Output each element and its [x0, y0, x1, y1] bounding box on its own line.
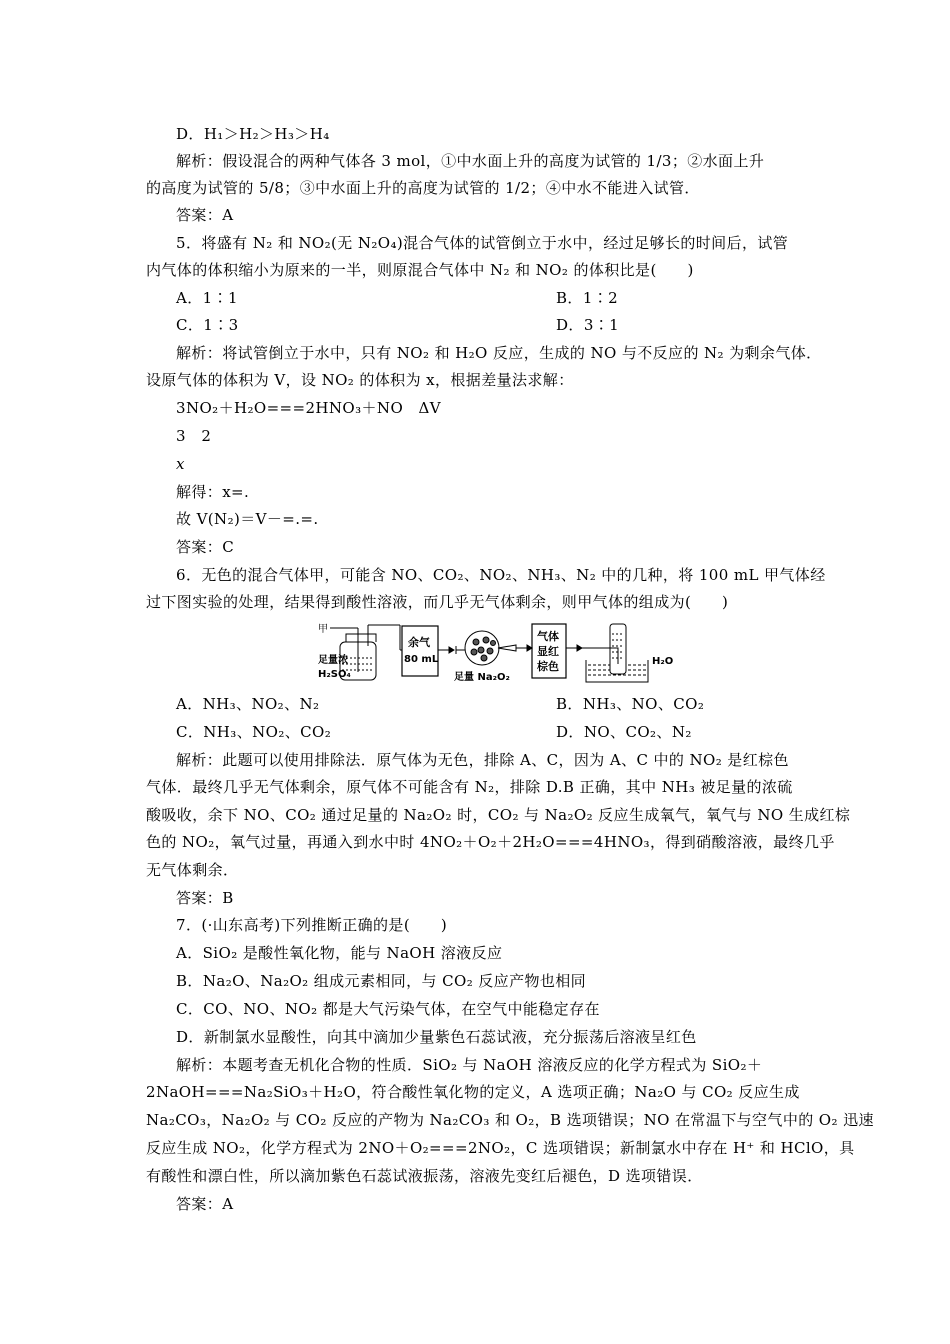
q4-option-d: D．H₁＞H₂＞H₃＞H₄ — [176, 125, 330, 143]
diagram-label-residual-1: 余气 — [408, 636, 430, 649]
q7-option-a: A．SiO₂ 是酸性氧化物，能与 NaOH 溶液反应 — [176, 944, 503, 962]
q5-result: 故 V(N₂)＝V－=.=. — [176, 510, 319, 528]
q7-analysis-line-1: 解析：本题考查无机化合物的性质．SiO₂ 与 NaOH 溶液反应的化学方程式为 SiO₂＋ — [176, 1056, 763, 1074]
diagram-label-na2o2: 足量 Na₂O₂ — [454, 672, 510, 683]
q7-analysis-line-3: Na₂CO₃，Na₂O₂ 与 CO₂ 反应的产物为 Na₂CO₃ 和 O₂，B 选项错误；NO 在常温下与空气中的 O₂ 迅速 — [146, 1111, 874, 1129]
arrow-4 — [566, 645, 582, 651]
q5-analysis-line-2: 设原气体的体积为 V，设 NO₂ 的体积为 x，根据差量法求解： — [146, 371, 574, 389]
diagram-label-acid-1: 足量浓 — [318, 655, 348, 666]
q6-stem-line-2: 过下图实验的处理，结果得到酸性溶液，而几乎无气体剩余，则甲气体的组成为( ) — [146, 593, 729, 611]
q6-analysis-line-3: 酸吸收，余下 NO、CO₂ 通过足量的 Na₂O₂ 时，CO₂ 与 Na₂O₂ 反应生成氧气，氧气与 NO 生成红棕 — [146, 806, 851, 824]
q6-analysis-line-1: 解析：此题可以使用排除法．原气体为无色，排除 A、C，因为 A、C 中的 NO₂ 是红棕色 — [176, 751, 789, 769]
q5-equation: 3NO₂＋H₂O===2HNO₃＋NO ΔV — [176, 399, 442, 417]
q6-option-d: D．NO、CO₂、N₂ — [556, 723, 692, 741]
q5-coefficients: 3 2 — [176, 427, 212, 445]
q7-analysis-line-2: 2NaOH===Na₂SiO₃＋H₂O，符合酸性氧化物的定义，A 选项正确；Na₂O 与 CO₂ 反应生成 — [146, 1083, 800, 1101]
q5-stem-line-1: 5．将盛有 N₂ 和 NO₂(无 N₂O₄)混合气体的试管倒立于水中，经过足够长的时间后，试管 — [176, 234, 789, 252]
q5-variable-x: x — [176, 455, 185, 473]
diagram-label-gas-1: 气体 — [537, 630, 559, 643]
na2o2-tube — [456, 631, 532, 665]
q7-analysis-line-4: 反应生成 NO₂，化学方程式为 2NO＋O₂===2NO₂，C 选项错误；新制氯水中存在 H⁺ 和 HClO，具 — [146, 1139, 855, 1157]
q6-options-cd — [176, 722, 692, 742]
q5-option-d: D．3∶1 — [556, 316, 620, 334]
q4-analysis-line-1: 解析：假设混合的两种气体各 3 mol，①中水面上升的高度为试管的 1/3；②水面上升 — [176, 152, 765, 170]
q6-option-a: A．NH₃、NO₂、N₂ — [176, 695, 320, 713]
arrow-2 — [438, 647, 454, 653]
q6-options-ab — [176, 694, 705, 714]
q7-analysis-line-5: 有酸性和漂白性，所以滴加紫色石蕊试液振荡，溶液先变红后褪色，D 选项错误． — [146, 1167, 703, 1185]
q7-stem: 7．(·山东高考)下列推断正确的是( ) — [176, 916, 448, 934]
q6-analysis-line-4: 色的 NO₂，氧气过量，再通入到水中时 4NO₂＋O₂＋2H₂O===4HNO₃，得到硝酸溶液，最终几乎 — [146, 833, 835, 851]
q7-option-b: B．Na₂O、Na₂O₂ 组成元素相同，与 CO₂ 反应产物也相同 — [176, 972, 587, 990]
q6-analysis-line-2: 气体．最终几乎无气体剩余，原气体不可能含有 N₂，排除 D.B 正确，其中 NH₃ 被足量的浓硫 — [146, 778, 793, 796]
diagram-label-water: H₂O — [652, 656, 674, 667]
experiment-diagram — [318, 620, 690, 686]
q6-option-c: C．NH₃、NO₂、CO₂ — [176, 723, 332, 741]
q5-options-ab — [176, 288, 619, 308]
arrow-3 — [527, 645, 532, 651]
q6-stem-line-1: 6．无色的混合气体甲，可能含 NO、CO₂、NO₂、NH₃、N₂ 中的几种，将 100 mL 甲气体经 — [176, 566, 826, 584]
q5-option-c: C．1∶3 — [176, 316, 239, 334]
q7-option-d: D．新制氯水显酸性，向其中滴加少量紫色石蕊试液，充分振荡后溶液呈红色 — [176, 1028, 697, 1046]
q5-options-cd — [176, 315, 620, 335]
q7-option-c: C．CO、NO、NO₂ 都是大气污染气体，在空气中能稳定存在 — [176, 1000, 600, 1018]
q6-answer: 答案：B — [176, 889, 234, 907]
q5-option-b: B．1∶2 — [556, 289, 619, 307]
diagram-label-gas-2: 显红 — [537, 645, 559, 658]
q5-answer: 答案：C — [176, 538, 235, 556]
diagram-label-acid-2: H₂SO₄ — [318, 669, 351, 680]
q4-analysis-line-2: 的高度为试管的 5/8；③中水面上升的高度为试管的 1/2；④中水不能进入试管． — [146, 179, 700, 197]
q6-option-b: B．NH₃、NO、CO₂ — [556, 695, 705, 713]
q5-analysis-line-1: 解析：将试管倒立于水中，只有 NO₂ 和 H₂O 反应，生成的 NO 与不反应的 N₂ 为剩余气体． — [176, 344, 822, 362]
q5-stem-line-2: 内气体的体积缩小为原来的一半，则原混合气体中 N₂ 和 NO₂ 的体积比是( ) — [146, 261, 694, 279]
q5-option-a: A．1∶1 — [176, 289, 238, 307]
residual-gas-box — [402, 626, 438, 676]
q6-analysis-line-5: 无气体剩余． — [146, 861, 239, 879]
diagram-label-jia: 甲 — [318, 624, 328, 635]
diagram-label-residual-2: 80 mL — [404, 654, 439, 665]
q5-solve: 解得：x=. — [176, 483, 250, 501]
q4-answer: 答案：A — [176, 206, 234, 224]
diagram-label-gas-3: 棕色 — [537, 660, 559, 673]
water-trough — [582, 624, 648, 682]
q7-answer: 答案：A — [176, 1195, 234, 1213]
